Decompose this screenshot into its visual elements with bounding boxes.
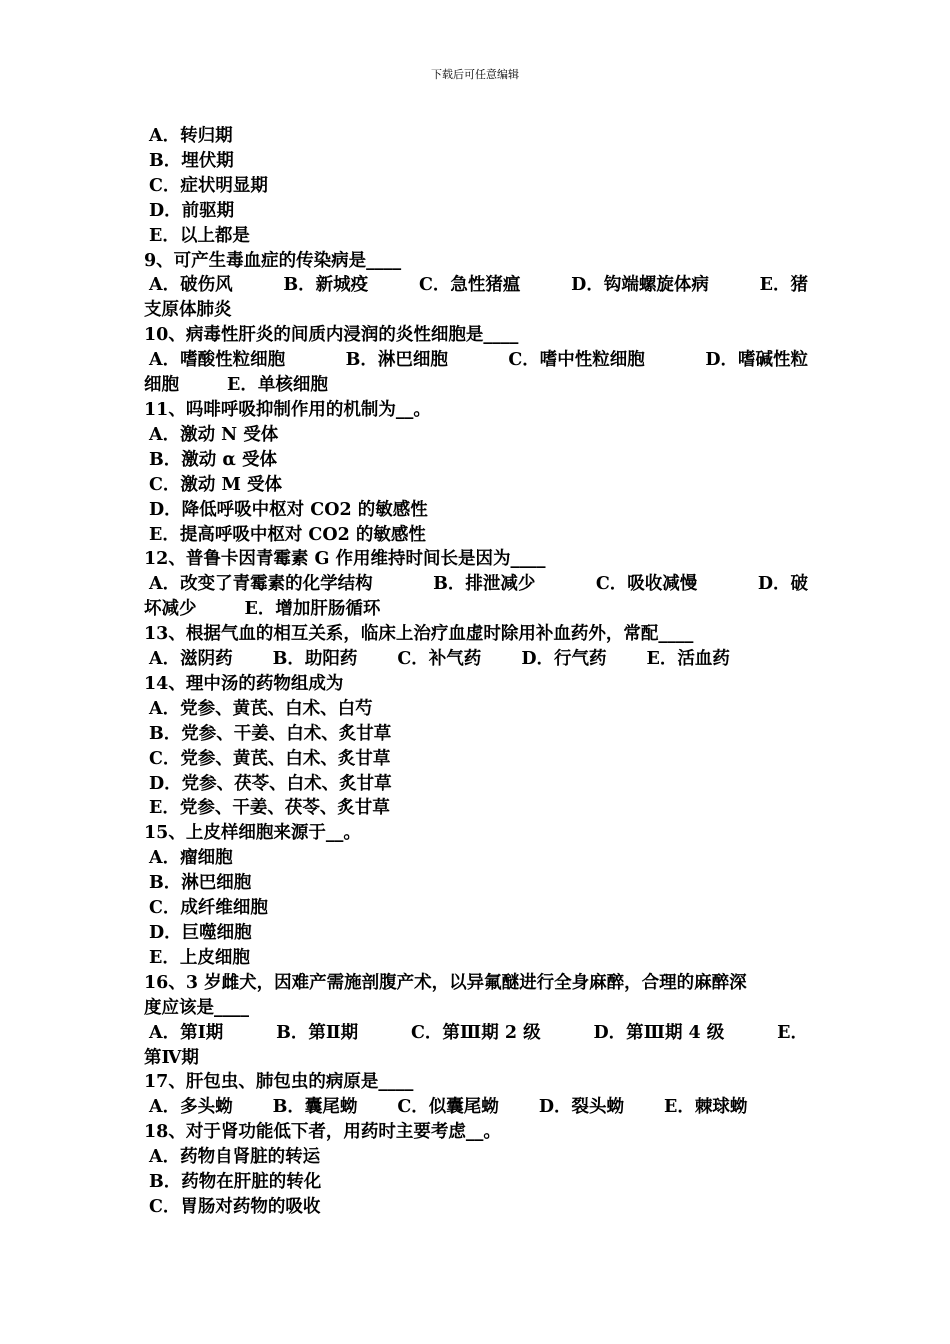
option-row	[144, 1095, 808, 1120]
option-line: A．瘤细胞	[149, 848, 233, 869]
option-line: C．胃肠对药物的吸收	[149, 1196, 321, 1217]
question-content	[144, 124, 808, 1220]
option-line: E．上皮细胞	[149, 947, 250, 968]
option: D．行气药	[521, 649, 607, 670]
page-header: 下载后可任意编辑	[431, 68, 519, 81]
option: C．吸收减慢	[595, 574, 698, 595]
question-stem: 13、根据气血的相互关系，临床上治疗血虚时除用补血药外，常配____	[144, 624, 694, 645]
option-continuation: 支原体肺炎	[144, 300, 232, 321]
option: E．棘球蚴	[664, 1097, 748, 1118]
option-line: C．症状明显期	[149, 175, 268, 196]
option: C．补气药	[397, 649, 482, 670]
option: D．第Ⅲ期 4 级	[593, 1022, 725, 1043]
question-stem: 12、普鲁卡因青霉素 G 作用维持时间长是因为____	[144, 549, 546, 570]
question-stem: 11、吗啡呼吸抑制作用的机制为__。	[144, 399, 431, 420]
option: D．钩端螺旋体病	[571, 275, 709, 296]
option: D．裂头蚴	[538, 1097, 624, 1118]
option: E．猪	[759, 275, 808, 296]
option: C．急性猪瘟	[418, 275, 521, 296]
option-row	[144, 647, 808, 672]
option: B．淋巴细胞	[345, 350, 448, 371]
question-stem: 18、对于肾功能低下者，用药时主要考虑__。	[144, 1122, 501, 1143]
option-row	[144, 348, 808, 373]
option: A．嗜酸性粒细胞	[149, 350, 286, 371]
option: D．嗜碱性粒	[705, 350, 808, 371]
option: C．嗜中性粒细胞	[508, 350, 645, 371]
option-line: B．药物在肝脏的转化	[149, 1172, 322, 1193]
option-line: C．激动 M 受体	[149, 474, 282, 495]
option-row	[144, 597, 808, 622]
option: C．似囊尾蚴	[397, 1097, 499, 1118]
option-line: D．降低呼吸中枢对 CO2 的敏感性	[149, 499, 428, 520]
option: C．第Ⅲ期 2 级	[411, 1022, 541, 1043]
question-stem-continuation: 度应该是____	[144, 997, 249, 1018]
option-line: D．巨噬细胞	[149, 923, 252, 943]
option: A．破伤风	[149, 275, 233, 296]
option-line: B．激动 α 受体	[149, 449, 277, 470]
option: A．滋阴药	[149, 649, 233, 670]
option: A．改变了青霉素的化学结构	[149, 574, 373, 595]
option-line: A．激动 N 受体	[149, 424, 279, 445]
option: E．活血药	[646, 649, 730, 670]
option-line: D．前驱期	[149, 200, 235, 221]
option-line: A．转归期	[149, 126, 233, 146]
question-stem: 10、病毒性肝炎的间质内浸润的炎性细胞是____	[144, 325, 519, 346]
option: B．排泄减少	[433, 574, 536, 595]
option: E．	[777, 1022, 808, 1043]
option-row	[144, 1021, 808, 1046]
option: D．破	[757, 574, 808, 595]
option-line: A．党参、黄芪、白术、白芍	[149, 698, 373, 719]
option: E．单核细胞	[227, 375, 328, 396]
option: B．助阳药	[272, 649, 358, 670]
option: A．多头蚴	[149, 1097, 233, 1118]
option-row	[144, 373, 808, 398]
option: B．囊尾蚴	[272, 1097, 358, 1118]
option-continuation: 第Ⅳ期	[144, 1047, 199, 1068]
option-line: E．党参、干姜、茯苓、炙甘草	[149, 798, 390, 819]
option-line: E．以上都是	[149, 225, 250, 246]
option: E．增加肝肠循环	[244, 599, 381, 620]
question-stem: 9、可产生毒血症的传染病是____	[144, 250, 402, 271]
option: A．第Ⅰ期	[149, 1022, 224, 1043]
option-line: B．埋伏期	[149, 150, 234, 171]
option-line: B．淋巴细胞	[149, 873, 252, 894]
option-row	[144, 572, 808, 597]
option-line: E．提高呼吸中枢对 CO2 的敏感性	[149, 524, 426, 545]
question-stem: 15、上皮样细胞来源于__。	[144, 823, 361, 844]
option-continuation: 坏减少	[144, 599, 197, 620]
option-line: C．党参、黄芪、白术、炙甘草	[149, 748, 391, 769]
option-continuation: 细胞	[144, 375, 179, 396]
question-stem: 16、3 岁雌犬，因难产需施剖腹产术，以异氟醚进行全身麻醉，合理的麻醉深	[144, 972, 747, 993]
option: B．第Ⅱ期	[276, 1022, 359, 1043]
question-stem: 14、理中汤的药物组成为	[144, 673, 344, 694]
option-line: B．党参、干姜、白术、炙甘草	[149, 723, 392, 744]
question-stem: 17、肝包虫、肺包虫的病原是____	[144, 1072, 414, 1093]
option: B．新城疫	[283, 275, 369, 296]
option-line: D．党参、茯苓、白术、炙甘草	[149, 773, 392, 794]
option-line: A．药物自肾脏的转运	[149, 1147, 321, 1168]
option-row	[144, 273, 808, 298]
option-line: C．成纤维细胞	[149, 898, 268, 919]
